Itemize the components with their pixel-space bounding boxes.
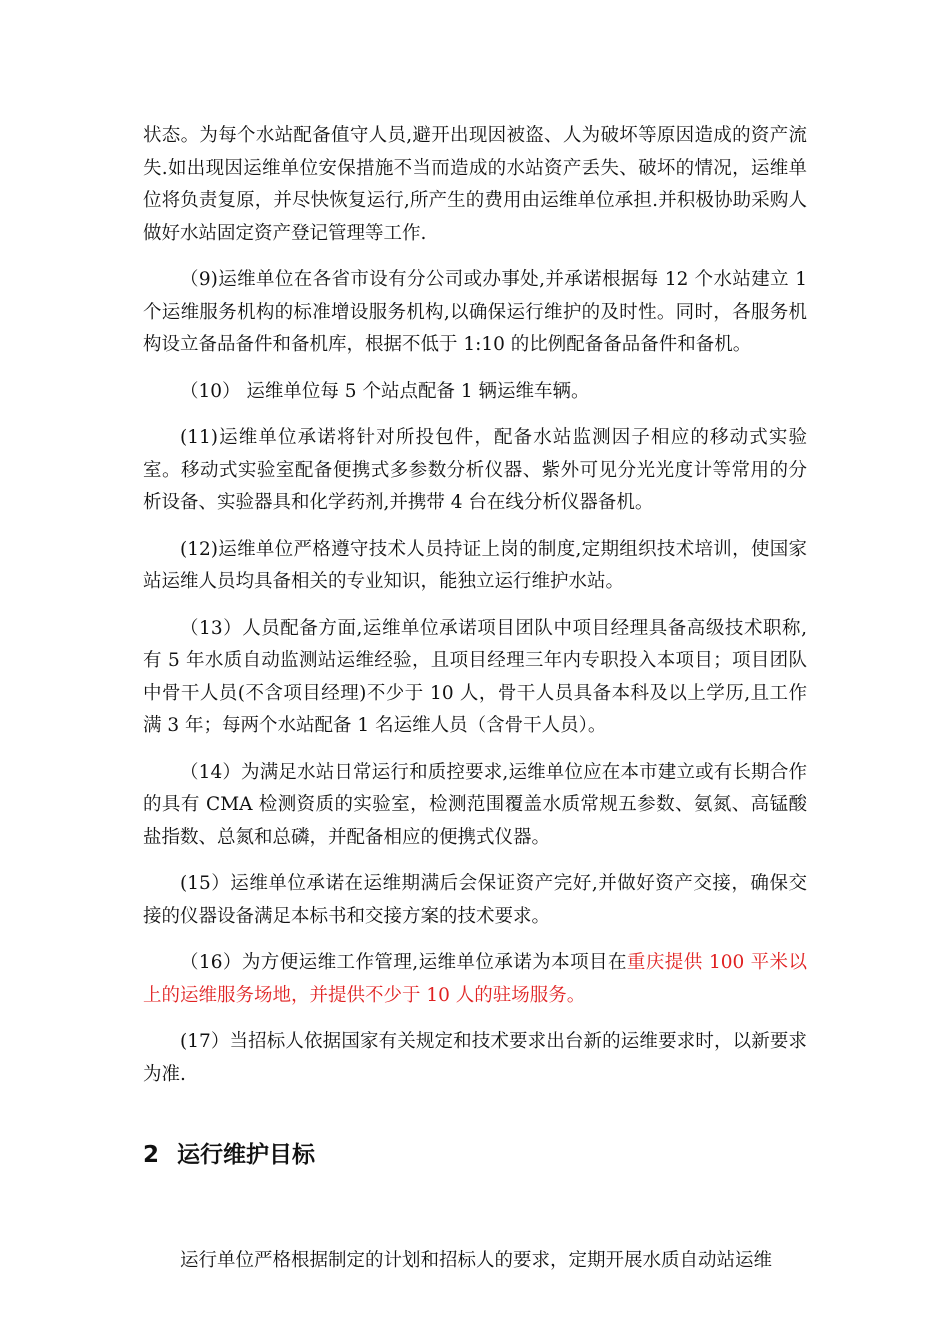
paragraph-14: （14）为满足水站日常运行和质控要求,运维单位应在本市建立或有长期合作的具有 CMA 检测资质的实验室，检测范围覆盖水质常规五参数、氨氮、高锰酸盐指数、总氮和总磷，并配备相应的便携式仪器。 [143, 761, 807, 848]
paragraph-17: (17）当招标人依据国家有关规定和技术要求出台新的运维要求时，以新要求为准. [143, 1031, 807, 1085]
paragraph-11: (11)运维单位承诺将针对所投包件，配备水站监测因子相应的移动式实验室。移动式实验室配备便携式多参数分析仪器、紫外可见分光光度计等常用的分析设备、实验器具和化学药剂,并携带 4 台在线分析仪器备机。 [143, 427, 807, 513]
paragraph-9: （9)运维单位在各省市设有分公司或办事处,并承诺根据每 12 个水站建立 1 个运维服务机构的标准增设服务机构,以确保运行维护的及时性。同时，各服务机构设立备品备件和备机库，根据不低于 1:10 的比例配备备品备件和备机。 [143, 269, 807, 355]
paragraph-16 [143, 947, 807, 1012]
document-body [143, 120, 807, 1292]
paragraph-15: (15）运维单位承诺在运维期满后会保证资产完好,并做好资产交接，确保交接的仪器设备满足本标书和交接方案的技术要求。 [143, 873, 807, 927]
paragraph-16-highlight: 重庆提供 100 平米以上的运维服务场地，并提供不少于 10 人的驻场服务。 [143, 952, 807, 1006]
paragraph-section-start: 运行单位严格根据制定的计划和招标人的要求，定期开展水质自动站运维 [180, 1250, 773, 1271]
paragraph-12: (12)运维单位严格遵守技术人员持证上岗的制度,定期组织技术培训，使国家站运维人员均具备相关的专业知识，能独立运行维护水站。 [143, 538, 807, 592]
section-number: 2 [143, 1142, 160, 1168]
paragraph-intro: 状态。为每个水站配备值守人员,避开出现因被盗、人为破坏等原因造成的资产流失.如出现因运维单位安保措施不当而造成的水站资产丢失、破坏的情况，运维单位将负责复原，并尽快恢复运行,所产生的费用由运维单位承担.并积极协助采购人做好水站固定资产登记管理等工作. [143, 125, 807, 244]
section-heading [143, 1137, 807, 1173]
paragraph-13: （13）人员配备方面,运维单位承诺项目团队中项目经理具备高级技术职称,有 5 年水质自动监测站运维经验，且项目经理三年内专职投入本项目；项目团队中骨干人员(不含项目经理)不少于 10 人，骨干人员具备本科及以上学历,且工作满 3 年；每两个水站配备 1 名运维人员（含骨干人员）。 [143, 617, 807, 736]
paragraph-10: （10） 运维单位每 5 个站点配备 1 辆运维车辆。 [180, 380, 590, 402]
paragraph-16-text: （16）为方便运维工作管理,运维单位承诺为本项目在 [180, 952, 627, 973]
section-title: 运行维护目标 [177, 1142, 315, 1168]
